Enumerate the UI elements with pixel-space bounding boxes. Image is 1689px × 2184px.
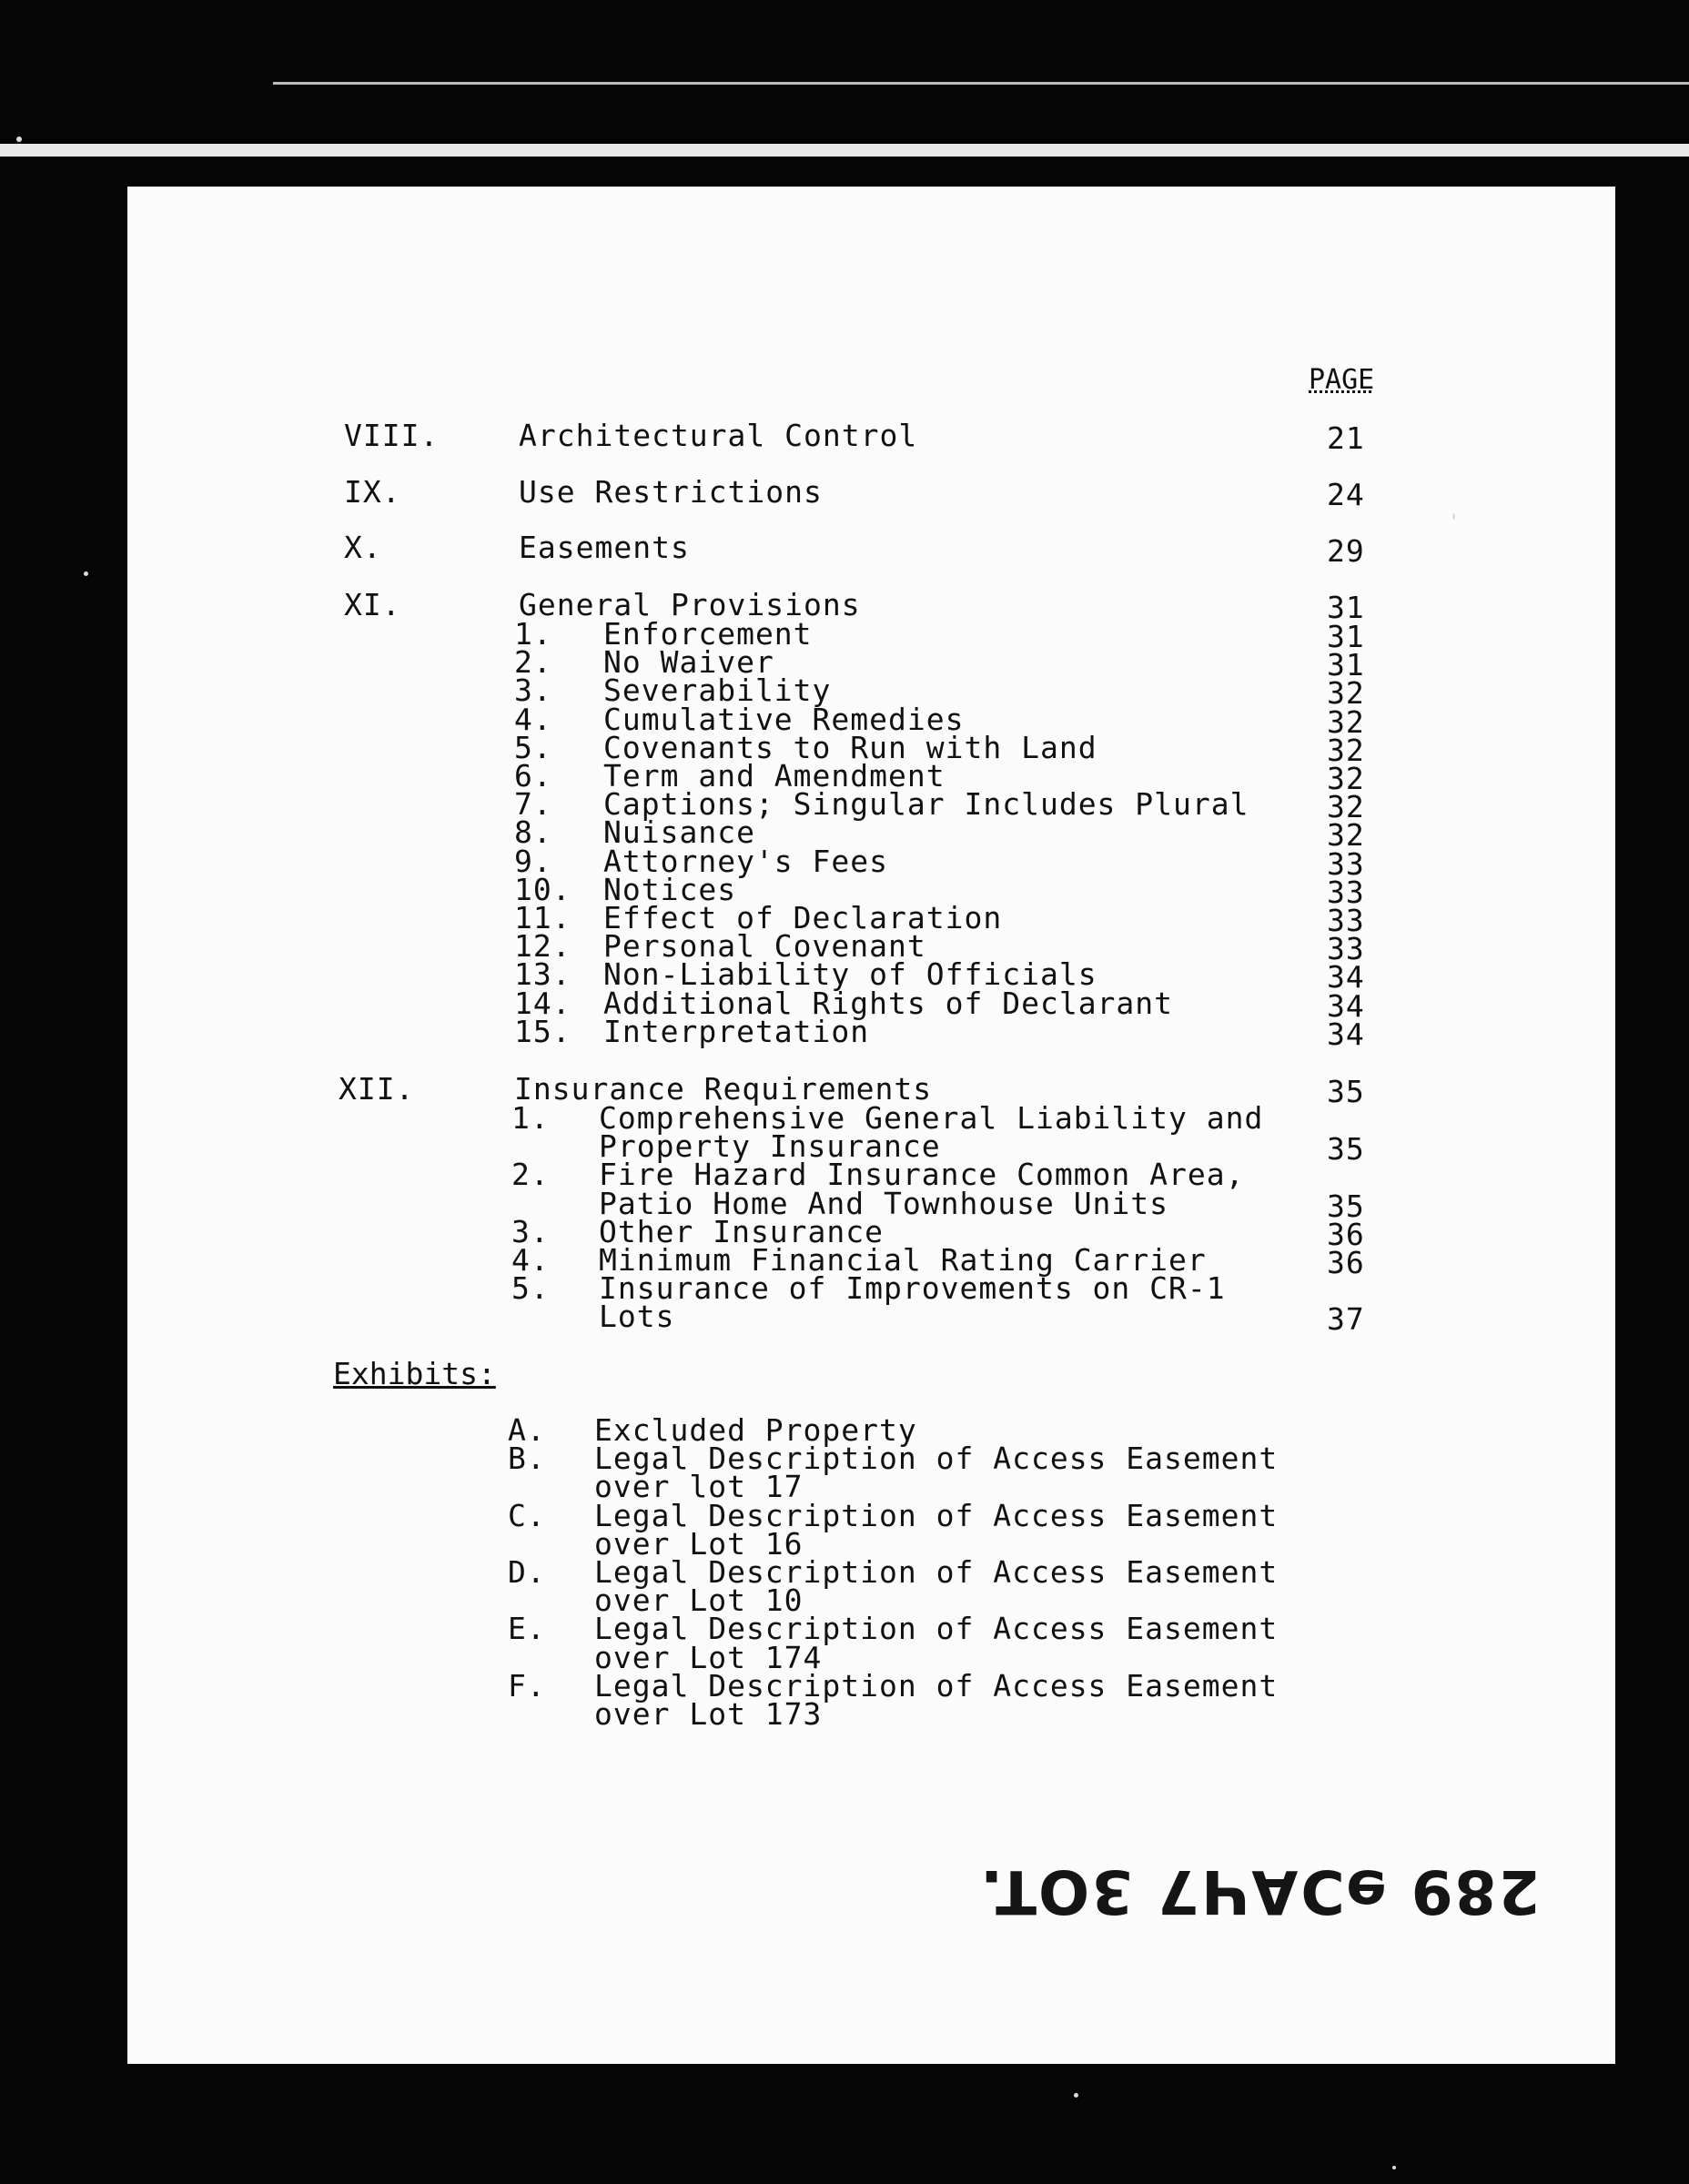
item-number: 5. bbox=[511, 1270, 550, 1307]
item-label: Cumulative Remedies bbox=[603, 701, 965, 737]
item-page: 34 bbox=[1327, 987, 1365, 1024]
item-page: 35 bbox=[1327, 1131, 1365, 1168]
item-page: 36 bbox=[1327, 1216, 1365, 1252]
item-number: 7. bbox=[514, 786, 552, 823]
scan-speck bbox=[1452, 513, 1455, 520]
item-page: 32 bbox=[1327, 761, 1365, 796]
item-page: 37 bbox=[1327, 1301, 1365, 1338]
item-label: Covenants to Run with Land bbox=[603, 729, 1097, 765]
item-page: 32 bbox=[1327, 732, 1365, 768]
item-number: 12. bbox=[514, 928, 571, 965]
item-number: 8. bbox=[514, 814, 552, 851]
item-number: 1. bbox=[514, 616, 552, 652]
section-title: Insurance Requirements bbox=[514, 1071, 933, 1107]
item-page: 32 bbox=[1327, 817, 1365, 854]
scan-edge-line bbox=[273, 82, 1689, 85]
exhibit-letter: F. bbox=[508, 1667, 546, 1704]
item-label: Notices bbox=[603, 871, 737, 907]
item-page: 33 bbox=[1327, 903, 1365, 938]
scan-edge-bar bbox=[0, 144, 1689, 157]
item-number: 6. bbox=[514, 758, 552, 794]
item-label-continued: Patio Home And Townhouse Units bbox=[599, 1185, 1169, 1221]
section-page: 35 bbox=[1327, 1074, 1365, 1109]
item-number: 14. bbox=[514, 985, 571, 1021]
item-number: 5. bbox=[514, 729, 552, 765]
section-title: Architectural Control bbox=[519, 418, 918, 453]
item-number: 4. bbox=[511, 1242, 550, 1278]
item-label: Other Insurance bbox=[599, 1213, 885, 1249]
item-label: Minimum Financial Rating Carrier bbox=[599, 1242, 1207, 1278]
exhibit-letter: B. bbox=[508, 1441, 546, 1477]
scan-speck bbox=[1392, 2166, 1396, 2169]
item-page: 32 bbox=[1327, 675, 1365, 712]
item-page: 31 bbox=[1327, 647, 1365, 683]
section-numeral: VIII. bbox=[344, 418, 440, 453]
section-numeral: IX. bbox=[344, 474, 401, 510]
item-label: Severability bbox=[603, 672, 832, 709]
exhibit-letter: E. bbox=[508, 1611, 546, 1647]
book-page-stamp: 289 ɘƆAЧ7 3OT. bbox=[978, 1856, 1541, 1926]
exhibit-label-continued: over lot 17 bbox=[594, 1469, 804, 1505]
section-numeral: X. bbox=[344, 530, 382, 565]
section-page: 21 bbox=[1327, 420, 1365, 456]
item-page: 35 bbox=[1327, 1188, 1365, 1224]
item-number: 3. bbox=[514, 672, 552, 709]
item-label: Term and Amendment bbox=[603, 758, 946, 794]
section-title: Use Restrictions bbox=[519, 474, 823, 510]
item-label: Nuisance bbox=[603, 814, 755, 851]
item-label: Effect of Declaration bbox=[603, 900, 1003, 935]
item-label: Attorney's Fees bbox=[603, 843, 889, 879]
scan-speck bbox=[16, 136, 22, 142]
section-numeral: XI. bbox=[344, 587, 401, 622]
section-title: Easements bbox=[519, 530, 690, 565]
item-page: 34 bbox=[1327, 1016, 1365, 1052]
item-number: 9. bbox=[514, 843, 552, 879]
exhibit-label-continued: over Lot 174 bbox=[594, 1639, 823, 1675]
exhibit-label-continued: over Lot 10 bbox=[594, 1582, 804, 1619]
exhibit-label: Legal Description of Access Easement bbox=[594, 1497, 1279, 1533]
section-page: 24 bbox=[1327, 477, 1365, 512]
item-page: 32 bbox=[1327, 789, 1365, 825]
item-label: Non-Liability of Officials bbox=[603, 956, 1097, 993]
item-page: 33 bbox=[1327, 845, 1365, 882]
exhibit-letter: A. bbox=[508, 1412, 546, 1448]
section-numeral: XII. bbox=[339, 1071, 415, 1107]
item-label: Insurance of Improvements on CR-1 bbox=[599, 1270, 1226, 1307]
item-page: 33 bbox=[1327, 931, 1365, 967]
exhibits-heading: Exhibits: bbox=[333, 1356, 496, 1391]
exhibit-label-continued: over Lot 173 bbox=[594, 1696, 823, 1732]
item-number: 4. bbox=[514, 701, 552, 737]
item-page: 33 bbox=[1327, 874, 1365, 910]
exhibit-letter: C. bbox=[508, 1497, 546, 1533]
item-number: 1. bbox=[511, 1100, 550, 1136]
item-number: 3. bbox=[511, 1213, 550, 1249]
item-label: Fire Hazard Insurance Common Area, bbox=[599, 1157, 1245, 1193]
page-column-header: PAGE bbox=[1309, 364, 1375, 396]
item-page: 32 bbox=[1327, 703, 1365, 740]
exhibit-label: Legal Description of Access Easement bbox=[594, 1554, 1279, 1590]
section-page: 31 bbox=[1327, 590, 1365, 625]
exhibit-label: Excluded Property bbox=[594, 1412, 917, 1448]
exhibit-label-continued: over Lot 16 bbox=[594, 1525, 804, 1562]
item-label: Personal Covenant bbox=[603, 928, 926, 965]
item-number: 15. bbox=[514, 1013, 571, 1049]
item-page: 36 bbox=[1327, 1245, 1365, 1280]
item-number: 10. bbox=[514, 871, 571, 907]
item-label: Interpretation bbox=[603, 1013, 870, 1049]
item-label-continued: Property Insurance bbox=[599, 1128, 941, 1165]
exhibit-letter: D. bbox=[508, 1554, 546, 1590]
item-number: 13. bbox=[514, 956, 571, 993]
item-label: Comprehensive General Liability and bbox=[599, 1100, 1264, 1136]
item-page: 31 bbox=[1327, 619, 1365, 654]
exhibit-label: Legal Description of Access Easement bbox=[594, 1667, 1279, 1704]
scan-speck bbox=[1074, 2093, 1078, 2098]
item-number: 2. bbox=[511, 1157, 550, 1193]
section-title: General Provisions bbox=[519, 587, 861, 622]
item-page: 34 bbox=[1327, 959, 1365, 996]
item-number: 2. bbox=[514, 644, 552, 681]
item-label-continued: Lots bbox=[599, 1299, 675, 1335]
item-label: Enforcement bbox=[603, 616, 813, 652]
exhibit-label: Legal Description of Access Easement bbox=[594, 1611, 1279, 1647]
section-page: 29 bbox=[1327, 533, 1365, 569]
scan-speck bbox=[84, 571, 88, 576]
exhibit-label: Legal Description of Access Easement bbox=[594, 1441, 1279, 1477]
item-number: 11. bbox=[514, 900, 571, 935]
item-label: Captions; Singular Includes Plural bbox=[603, 786, 1249, 823]
item-label: Additional Rights of Declarant bbox=[603, 985, 1174, 1021]
item-label: No Waiver bbox=[603, 644, 774, 681]
